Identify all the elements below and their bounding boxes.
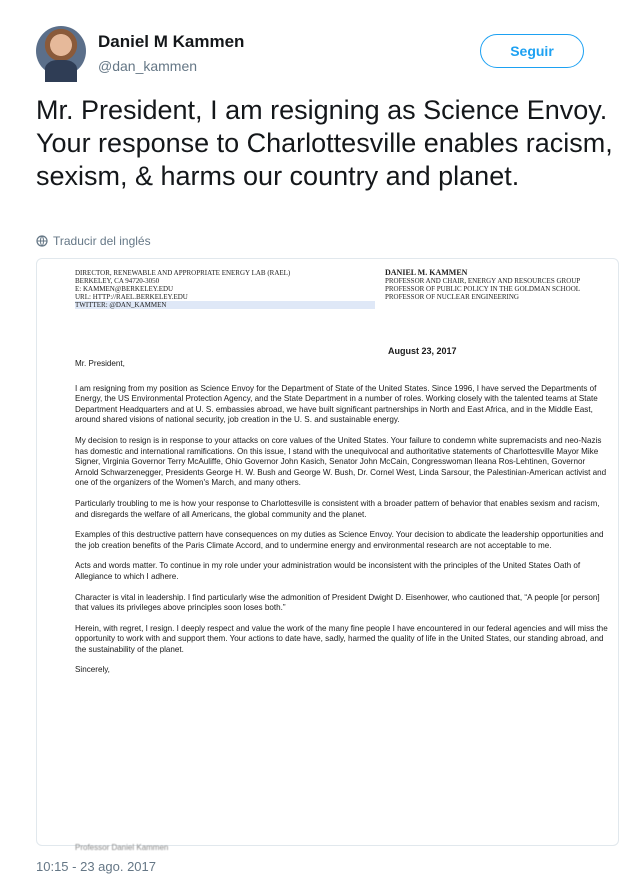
letter-signature: Professor Daniel Kammen xyxy=(75,843,169,852)
letter-paragraph: My decision to resign is in response to your attacks on core values of the United States. Your failure to condemn white supremacists and neo-Nazis has domestic and international ramifications. On this issue, I stand with the unequivocal and authoritative statements of Charlottesville Mayor Mike Signer, Virginia Governor Terry McAuliffe, Ohio Governor John Kasich, Senator John McCain, Congresswoman Ileana Ros-Lehtinen, Governor Arnold Schwarzenegger, Presidents George H. W. Bush and George W. Bush, Dr. Cornel West, Linda Sarsour, the Palestinian-American activist and one of the organizers of the Women's March, and many others. xyxy=(75,435,607,488)
letterhead-right xyxy=(385,269,615,301)
letterhead-line: URL: HTTP://RAEL.BERKELEY.EDU xyxy=(75,293,188,301)
letterhead-left xyxy=(75,269,375,309)
letter-closing: Sincerely, xyxy=(75,665,110,675)
letterhead-line: PROFESSOR OF NUCLEAR ENGINEERING xyxy=(385,293,519,301)
globe-icon xyxy=(36,235,48,247)
letter-paragraph: Herein, with regret, I resign. I deeply respect and value the work of the many fine people I have encountered in our federal agencies and will miss the opportunity to work with and support them. Your actions to date have, sadly, harmed the quality of life in the United States, our standing abroad, and the sustainability of the planet. xyxy=(75,623,608,654)
letter-paragraph: Acts and words matter. To continue in my role under your administration would be inconsistent with the principles of the United States Oath of Allegiance to which I adhere. xyxy=(75,561,581,581)
tweet-timestamp[interactable]: 10:15 - 23 ago. 2017 xyxy=(36,859,156,874)
letter-date: August 23, 2017 xyxy=(388,346,457,356)
follow-button[interactable]: Seguir xyxy=(480,34,584,68)
letter-paragraph: Particularly troubling to me is how your response to Charlottesville is consistent with a broader pattern of behavior that enables sexism and racism, and disregards the welfare of all Americans, the global community and the planet. xyxy=(75,498,600,519)
letter-paragraph: Character is vital in leadership. I find particularly wise the admonition of President Dwight D. Eisenhower, who cautioned that, “A people [or person] that values its privileges above principles soon loses both.” xyxy=(75,592,600,613)
tweet-text: Mr. President, I am resigning as Science Envoy. Your response to Charlottesville enables racism, sexism, & harms our country and planet. xyxy=(36,95,613,191)
translate-label[interactable]: Traducir del inglés xyxy=(53,234,151,248)
user-name[interactable]: Daniel M Kammen xyxy=(98,32,245,51)
letterhead-line: DIRECTOR, RENEWABLE AND APPROPRIATE ENERGY LAB (RAEL) xyxy=(75,269,291,277)
user-handle[interactable]: @dan_kammen xyxy=(98,58,198,74)
avatar[interactable] xyxy=(36,26,86,76)
letterhead-line: E: KAMMEN@BERKELEY.EDU xyxy=(75,285,174,293)
letterhead-name: DANIEL M. KAMMEN xyxy=(385,268,468,277)
letterhead-line: PROFESSOR OF PUBLIC POLICY IN THE GOLDMAN SCHOOL xyxy=(385,285,581,293)
letter-body xyxy=(75,359,610,686)
letter-salutation: Mr. President, xyxy=(75,359,125,368)
letterhead-twitter: TWITTER: @DAN_KAMMEN xyxy=(75,301,375,309)
letter-paragraph: I am resigning from my position as Science Envoy for the Department of State of the United States. Since 1996, I have served the Departments of Energy, the US Environmental Protection Agency, and the State Department in a number of roles. Working closely with the talented teams at State Department Headquarters and at U. S. embassies abroad, we have built significant partnerships in North and East Africa, and in the Middle East, around shared visions of national security, job creation in the U. S. and sustainable energy. xyxy=(75,383,598,425)
letter-image[interactable] xyxy=(36,258,619,852)
letterhead-line: BERKELEY, CA 94720-3050 xyxy=(75,277,160,285)
letterhead-line: PROFESSOR AND CHAIR, ENERGY AND RESOURCES GROUP xyxy=(385,277,581,285)
letter-paragraph: Examples of this destructive pattern have consequences on my duties as Science Envoy. Your decision to abdicate the leadership opportunities and the job creation benefits of the Paris Climate Accord, and to undermine energy and environmental research are not acceptable to me. xyxy=(75,530,604,550)
tweet-header xyxy=(36,26,606,82)
translate-link[interactable] xyxy=(36,234,151,248)
